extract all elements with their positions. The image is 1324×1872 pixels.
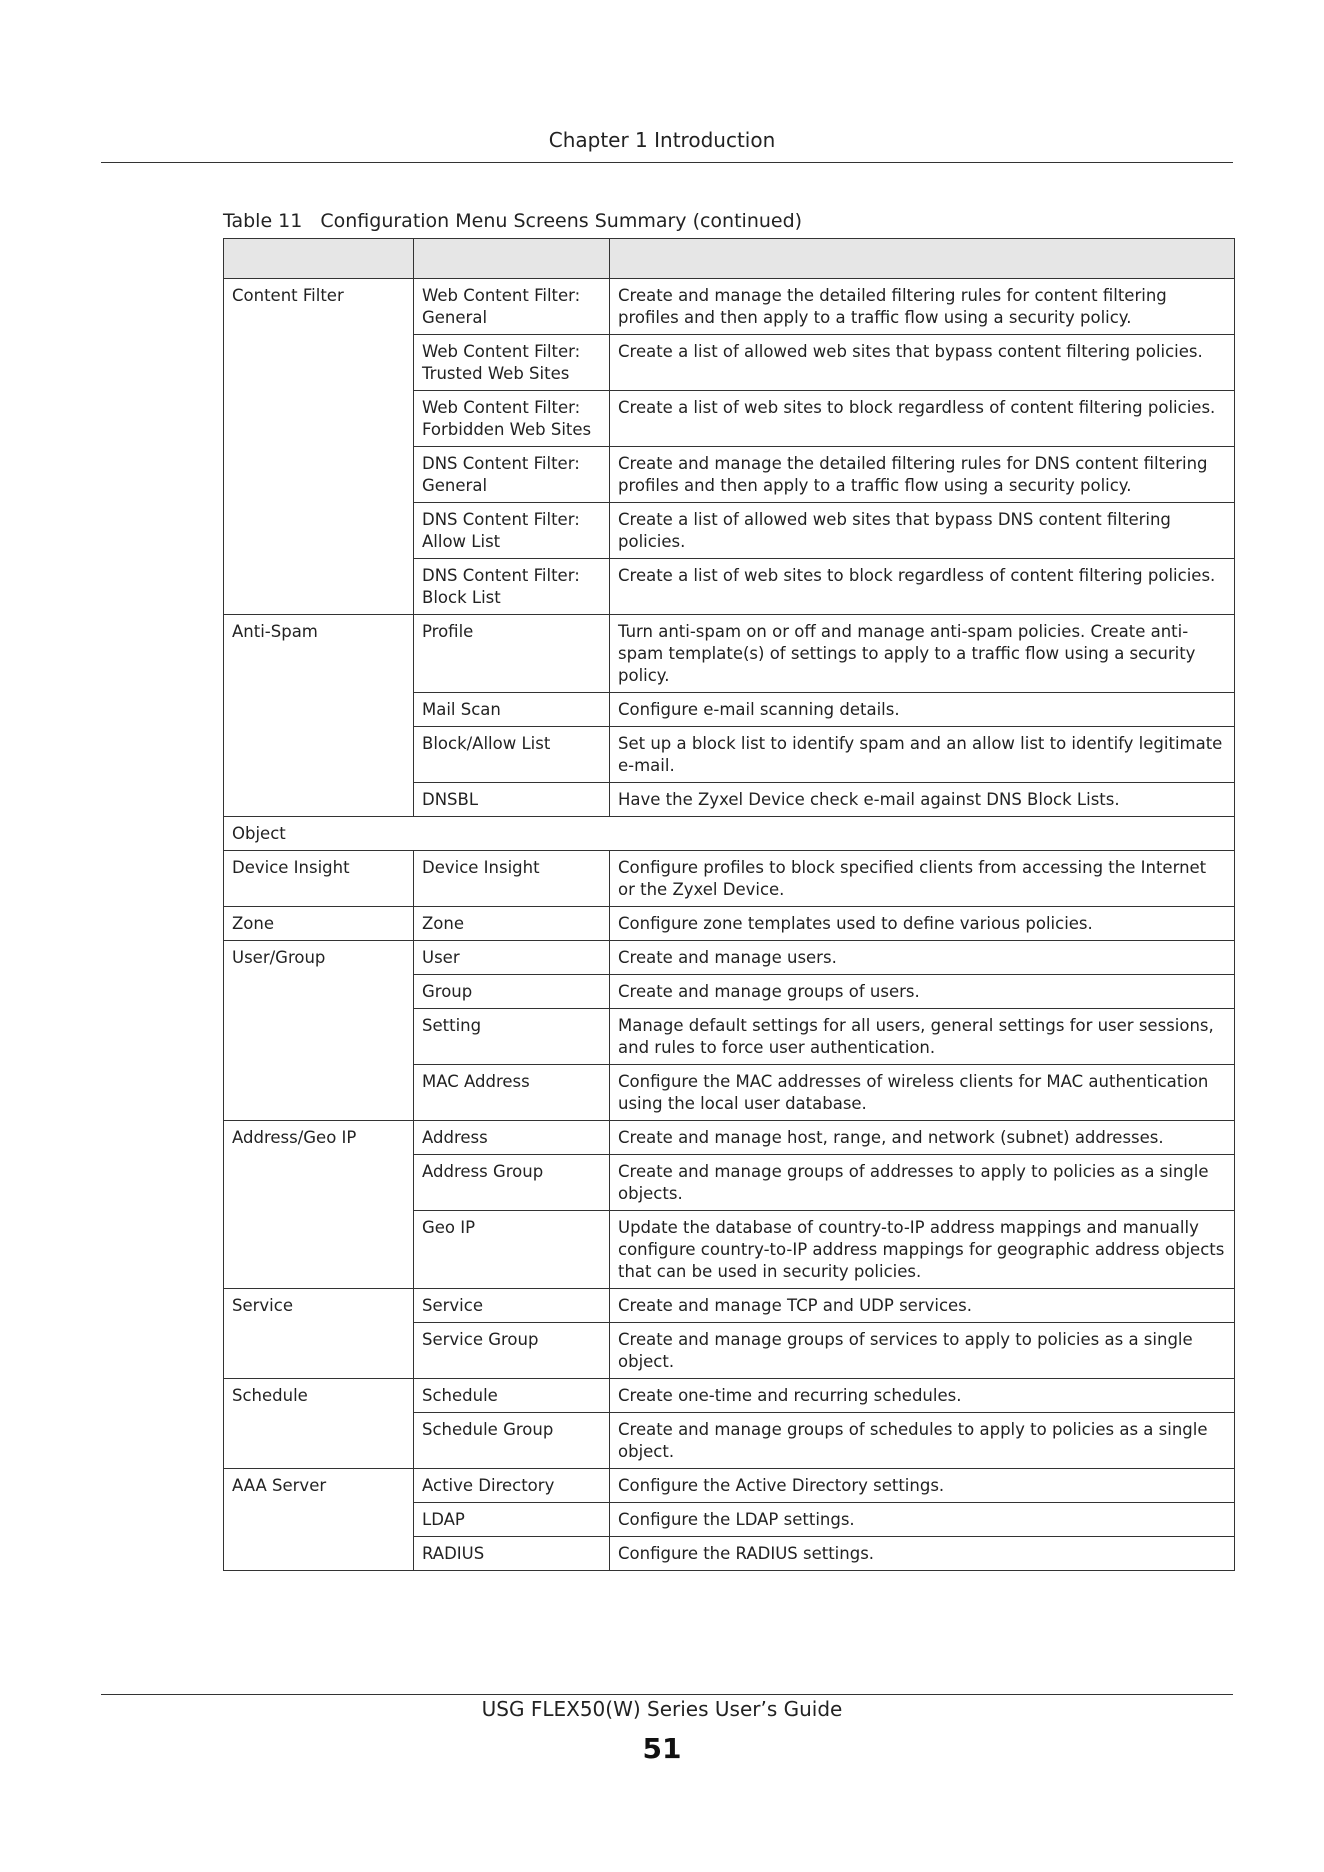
menu-link-cell: Schedule — [224, 1379, 414, 1469]
tab-cell: Web Content Filter: Trusted Web Sites — [414, 335, 610, 391]
page-number: 51 — [642, 1732, 682, 1765]
function-cell: Create and manage groups of users. — [610, 975, 1235, 1009]
table-row — [224, 941, 1235, 975]
tab-cell: Profile — [414, 615, 610, 693]
function-cell: Turn anti-spam on or off and manage anti-spam policies. Create anti-spam template(s) of settings to apply to a traffic flow using a security policy. — [610, 615, 1235, 693]
menu-link-cell: User/Group — [224, 941, 414, 1121]
function-cell: Create and manage groups of schedules to apply to policies as a single object. — [610, 1413, 1235, 1469]
function-cell: Configure e-mail scanning details. — [610, 693, 1235, 727]
function-cell: Create and manage users. — [610, 941, 1235, 975]
guide-title: USG FLEX50(W) Series User’s Guide — [481, 1697, 843, 1721]
function-cell: Create a list of web sites to block regardless of content filtering policies. — [610, 559, 1235, 615]
table-caption — [223, 210, 802, 232]
function-cell: Create a list of web sites to block regardless of content filtering policies. — [610, 391, 1235, 447]
function-cell: Configure the Active Directory settings. — [610, 1469, 1235, 1503]
function-cell: Have the Zyxel Device check e-mail against DNS Block Lists. — [610, 783, 1235, 817]
tab-cell: User — [414, 941, 610, 975]
function-cell: Create and manage the detailed filtering rules for content filtering profiles and then apply to a traffic flow using a security policy. — [610, 279, 1235, 335]
tab-cell: DNS Content Filter: General — [414, 447, 610, 503]
function-cell: Set up a block list to identify spam and an allow list to identify legitimate e-mail. — [610, 727, 1235, 783]
header-cell-function — [610, 239, 1235, 279]
function-cell: Create and manage TCP and UDP services. — [610, 1289, 1235, 1323]
header-divider — [101, 162, 1233, 163]
table-row — [224, 615, 1235, 693]
table-row — [224, 907, 1235, 941]
table-body — [224, 279, 1235, 1571]
table-row — [224, 1469, 1235, 1503]
function-cell: Update the database of country-to-IP address mappings and manually configure country-to-IP address mappings for geographic address objects that can be used in security policies. — [610, 1211, 1235, 1289]
footer-divider — [101, 1694, 1233, 1695]
tab-cell: Service — [414, 1289, 610, 1323]
header-cell-link — [224, 239, 414, 279]
function-cell: Create a list of allowed web sites that bypass DNS content filtering policies. — [610, 503, 1235, 559]
function-cell: Configure the MAC addresses of wireless clients for MAC authentication using the local user database. — [610, 1065, 1235, 1121]
table-header-row — [224, 239, 1235, 279]
tab-cell: RADIUS — [414, 1537, 610, 1571]
tab-cell: Schedule — [414, 1379, 610, 1413]
table-row — [224, 1121, 1235, 1155]
function-cell: Create a list of allowed web sites that bypass content filtering policies. — [610, 335, 1235, 391]
function-cell: Configure the LDAP settings. — [610, 1503, 1235, 1537]
tab-cell: Geo IP — [414, 1211, 610, 1289]
table-caption-title: Configuration Menu Screens Summary (continued) — [320, 210, 803, 232]
chapter-header: Chapter 1 Introduction — [548, 128, 776, 152]
menu-link-cell: Content Filter — [224, 279, 414, 615]
table-row — [224, 279, 1235, 335]
tab-cell: Block/Allow List — [414, 727, 610, 783]
function-cell: Configure the RADIUS settings. — [610, 1537, 1235, 1571]
function-cell: Create and manage groups of addresses to apply to policies as a single objects. — [610, 1155, 1235, 1211]
table-row — [224, 851, 1235, 907]
function-cell: Create and manage groups of services to apply to policies as a single object. — [610, 1323, 1235, 1379]
menu-link-cell: Anti-Spam — [224, 615, 414, 817]
tab-cell: LDAP — [414, 1503, 610, 1537]
menu-link-cell: Service — [224, 1289, 414, 1379]
tab-cell: DNSBL — [414, 783, 610, 817]
section-label: Object — [224, 817, 1235, 851]
table-row — [224, 1379, 1235, 1413]
tab-cell: Active Directory — [414, 1469, 610, 1503]
menu-link-cell: Device Insight — [224, 851, 414, 907]
tab-cell: Group — [414, 975, 610, 1009]
function-cell: Create and manage host, range, and network (subnet) addresses. — [610, 1121, 1235, 1155]
tab-cell: DNS Content Filter: Block List — [414, 559, 610, 615]
function-cell: Configure zone templates used to define various policies. — [610, 907, 1235, 941]
tab-cell: Web Content Filter: Forbidden Web Sites — [414, 391, 610, 447]
menu-link-cell: AAA Server — [224, 1469, 414, 1571]
header-cell-tab — [414, 239, 610, 279]
tab-cell: Service Group — [414, 1323, 610, 1379]
function-cell: Create and manage the detailed filtering rules for DNS content filtering profiles and then apply to a traffic flow using a security policy. — [610, 447, 1235, 503]
tab-cell: MAC Address — [414, 1065, 610, 1121]
function-cell: Manage default settings for all users, general settings for user sessions, and rules to force user authentication. — [610, 1009, 1235, 1065]
tab-cell: Address Group — [414, 1155, 610, 1211]
function-cell: Configure profiles to block specified clients from accessing the Internet or the Zyxel Device. — [610, 851, 1235, 907]
tab-cell: Zone — [414, 907, 610, 941]
menu-link-cell: Zone — [224, 907, 414, 941]
tab-cell: Setting — [414, 1009, 610, 1065]
tab-cell: DNS Content Filter: Allow List — [414, 503, 610, 559]
tab-cell: Mail Scan — [414, 693, 610, 727]
menu-link-cell: Address/Geo IP — [224, 1121, 414, 1289]
table-row — [224, 1289, 1235, 1323]
config-menu-summary-table — [223, 238, 1235, 1571]
tab-cell: Address — [414, 1121, 610, 1155]
table-caption-label: Table 11 — [223, 210, 303, 232]
tab-cell: Web Content Filter: General — [414, 279, 610, 335]
function-cell: Create one-time and recurring schedules. — [610, 1379, 1235, 1413]
tab-cell: Device Insight — [414, 851, 610, 907]
tab-cell: Schedule Group — [414, 1413, 610, 1469]
section-row — [224, 817, 1235, 851]
